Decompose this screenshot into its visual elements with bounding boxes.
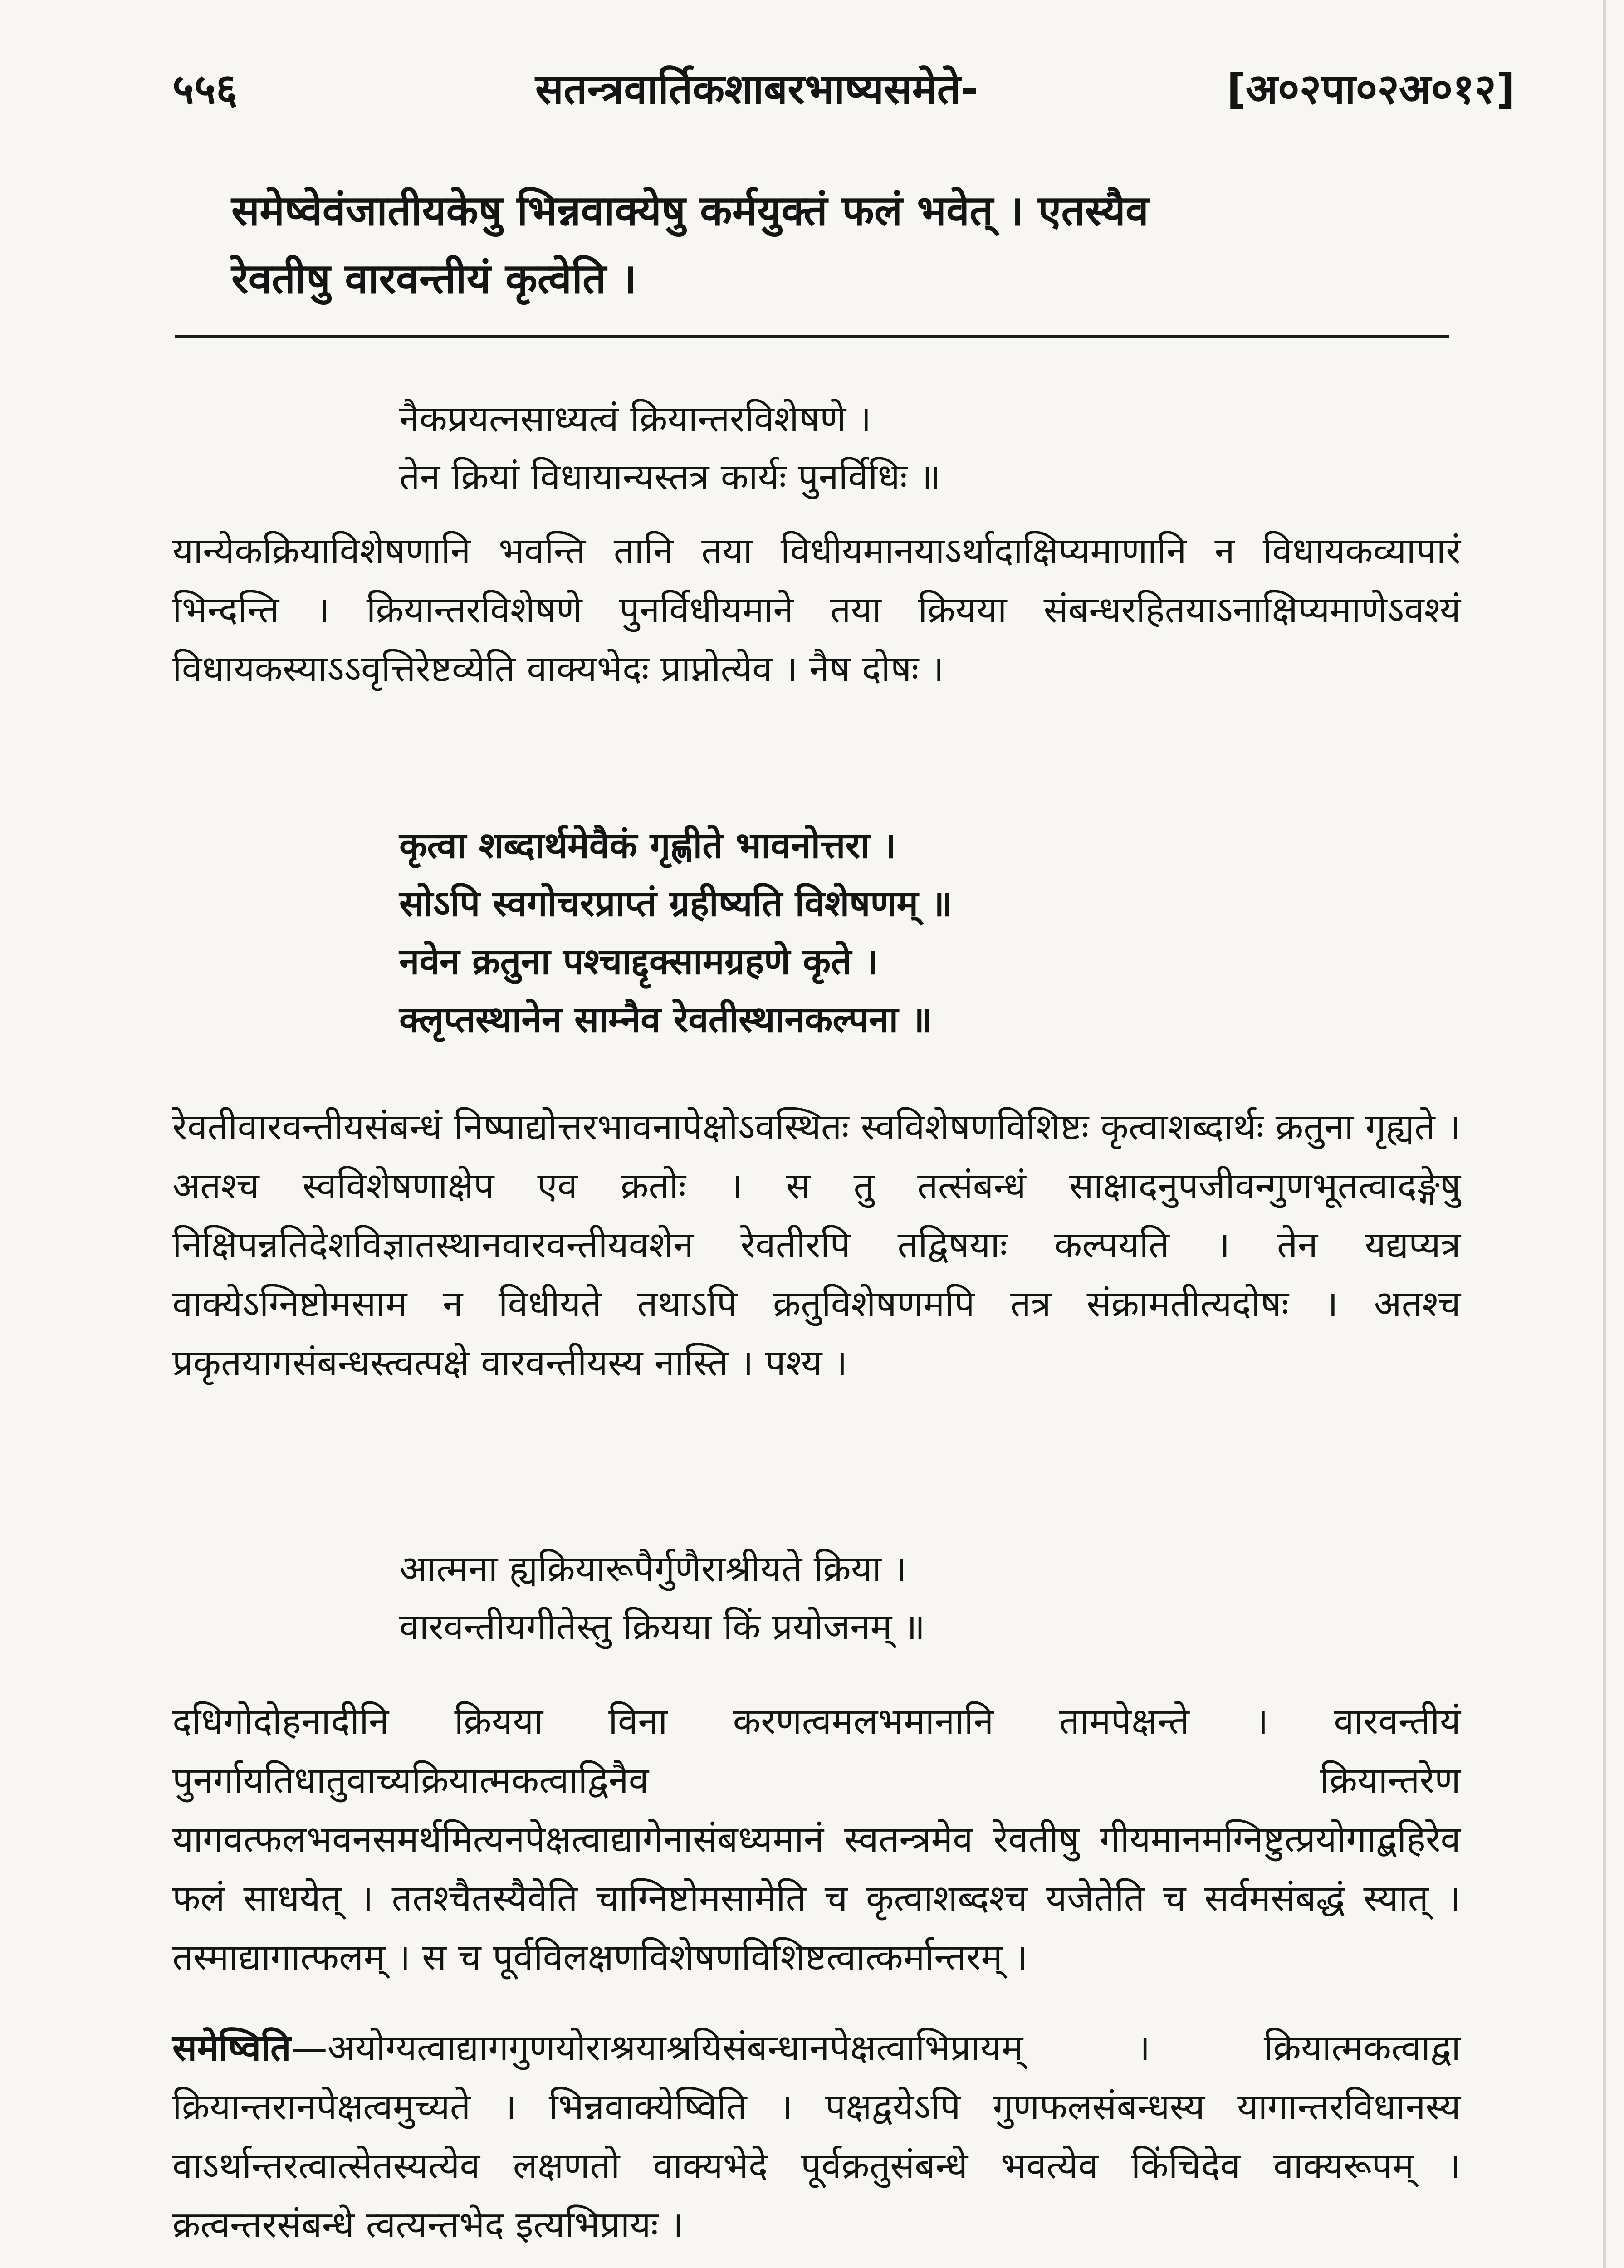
verse-line: वारवन्तीयगीतेस्तु क्रियया किं प्रयोजनम् ॥: [399, 1606, 925, 1648]
running-title: सतन्त्रवार्तिकशाबरभाष्यसमेते-: [535, 65, 978, 113]
verse-line: आत्मना ह्यक्रियारूपैर्गुणैराश्रीयते क्रिया ।: [399, 1548, 907, 1590]
paragraph-lead-term: समेष्विति: [172, 2027, 291, 2069]
verse-line: सोऽपि स्वगोचरप्राप्तं ग्रहीष्यति विशेषणम् ॥: [399, 882, 953, 924]
page-edge-shadow: [1603, 0, 1606, 2268]
verse-block-3: [399, 1540, 1443, 1656]
paragraph-text: रेवतीवारवन्तीयसंबन्धं निष्पाद्योत्तरभावनापेक्षोऽवस्थितः स्वविशेषणविशिष्टः कृत्वाशब्दार्थः क्रतुना गृह्यते । अतश्च स्वविशेषणाक्षेप एव क्रतोः । स तु तत्संबन्धं साक्षादनुपजीवन्गुणभूतत्वादङ्गेषु निक्षिपन्नतिदेशविज्ञातस्थानवारवन्तीयवशेन रेवतीरपि तद्विषयाः कल्पयति । तेन यद्यप्यत्र वाक्येऽग्निष्टोमसाम न विधीयते तथाऽपि क्रतुविशेषणमपि तत्र संक्रामतीत्यदोषः । अतश्च प्रकृतयागसंबन्धस्त्वत्पक्षे वारवन्तीयस्य नास्ति । पश्य ।: [172, 1106, 1461, 1384]
verse-line: नैकप्रयत्नसाध्यत्वं क्रियान्तरविशेषणे ।: [399, 398, 871, 440]
paragraph-text: [172, 2019, 1461, 2254]
verse-block-1: [399, 390, 1443, 506]
verse-line: तेन क्रियां विधायान्यस्तत्र कार्यः पुनर्विधिः ॥: [399, 456, 941, 498]
commentary-paragraph-4: [172, 2019, 1461, 2254]
paragraph-text: दधिगोदोहनादीनि क्रियया विना करणत्वमलभमानानि तामपेक्षन्ते । वारवन्तीयं पुनर्गायतिधातुवाच्यक्रियात्मकत्वाद्विनैव क्रियान्तरेण यागवत्फलभवनसमर्थमित्यनपेक्षत्वाद्यागेनासंबध्यमानं स्वतन्त्रमेव रेवतीषु गीयमानमग्निष्टुत्प्रयोगाद्बहिरेव फलं साधयेत् । ततश्चैतस्यैवेति चाग्निष्टोमसामेति च कृत्वाशब्दश्च यजेतेति च सर्वमसंबद्धं स्यात् । तस्माद्यागात्फलम् । स च पूर्वविलक्षणविशेषणविशिष्टत्वात्कर्मान्तरम् ।: [172, 1700, 1461, 1978]
verse-line: क्लृप्तस्थानेन साम्नैव रेवतीस्थानकल्पना ॥: [399, 998, 933, 1041]
sutra-line-2: रेवतीषु वारवन्तीयं कृत्वेति ।: [231, 254, 637, 303]
verse-line: कृत्वा शब्दार्थमेवैकं गृह्णीते भावनोत्तरा ।: [399, 824, 896, 866]
paragraph-text: यान्येकक्रियाविशेषणानि भवन्ति तानि तया विधीयमानयाऽर्थादाक्षिप्यमाणानि न विधायकव्यापारं भिन्दन्ति । क्रियान्तरविशेषणे पुनर्विधीयमाने तया क्रियया संबन्धरहितयाऽनाक्षिप्यमाणेऽवश्यं विधायकस्याऽऽवृत्तिरेष्टव्येति वाक्यभेदः प्राप्नोत्येव । नैष दोषः ।: [172, 530, 1461, 690]
section-reference: [अ०२पा०२अ०१२]: [1227, 65, 1515, 113]
paragraph-body: —अयोग्यत्वाद्यागगुणयोराश्रयाश्रयिसंबन्धानपेक्षत्वाभिप्रायम् । क्रियात्मकत्वाद्वा क्रियान्तरानपेक्षत्वमुच्यते । भिन्नवाक्येष्विति । पक्षद्वयेऽपि गुणफलसंबन्धस्य यागान्तरविधानस्य वाऽर्थान्तरत्वात्सेतस्यत्येव लक्षणतो वाक्यभेदे पूर्वक्रतुसंबन्धे भवत्येव किंचिदेव वाक्यरूपम् । क्रत्वन्तरसंबन्धे त्वत्यन्तभेद इत्यभिप्रायः ।: [172, 2027, 1461, 2246]
horizontal-rule: [175, 335, 1449, 338]
commentary-paragraph-1: [172, 522, 1461, 699]
sutra-text: [231, 177, 1483, 313]
page-number: ५५६: [172, 65, 238, 113]
page-header: [172, 59, 1515, 127]
commentary-paragraph-2: [172, 1098, 1461, 1393]
commentary-paragraph-3: [172, 1692, 1461, 1987]
verse-line: नवेन क्रतुना पश्चाद्दृक्सामग्रहणे कृते ।: [399, 940, 878, 982]
sutra-line-1: समेष्वेवंजातीयकेषु भिन्नवाक्येषु कर्मयुक्तं फलं भवेत् । एतस्यैव: [231, 186, 1149, 235]
verse-block-2: [399, 816, 1443, 1049]
